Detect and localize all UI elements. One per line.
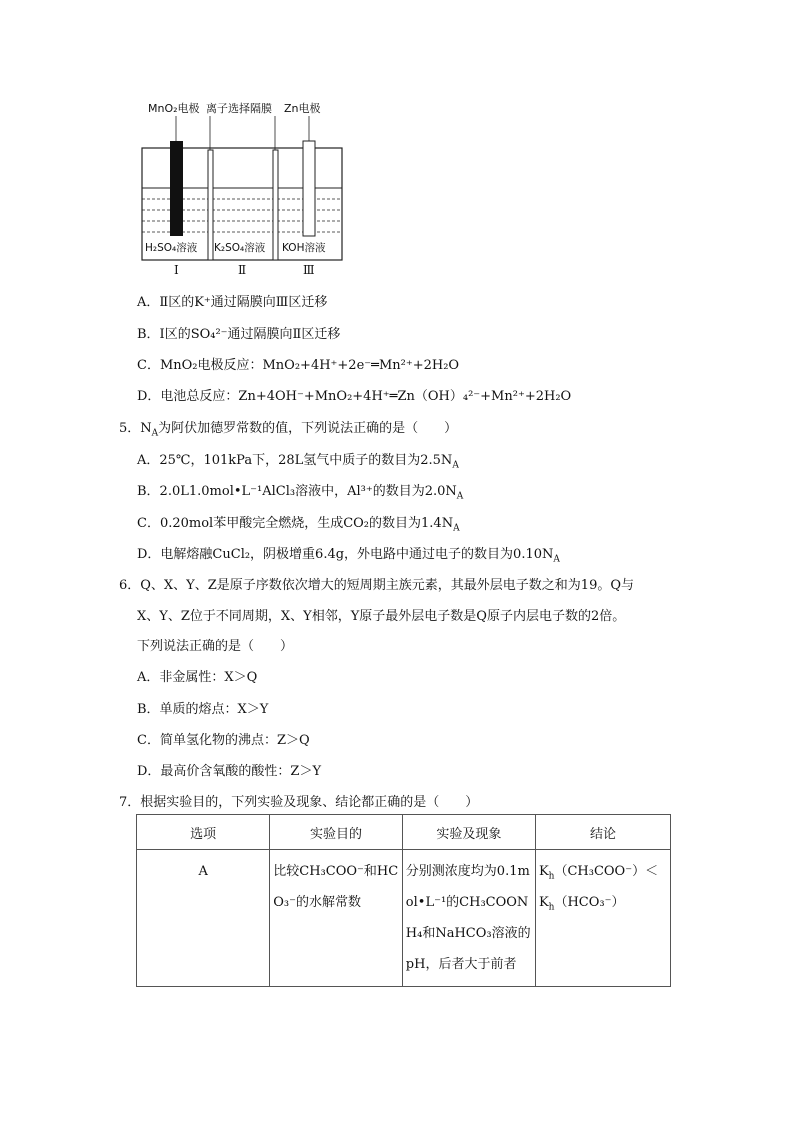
- table-cell-experiment: 分别测浓度均为0.1mol•L⁻¹的CH₃COONH₄和NaHCO₃溶液的pH，后者大于前者: [402, 850, 535, 987]
- table-header-conclusion: 结论: [535, 815, 670, 850]
- q5-option-b: B．2.0L1.0mol•L⁻¹AlCl₃溶液中，Al³⁺的数目为$2.0N_A$: [137, 484, 464, 502]
- q6-option-b: B．单质的熔点：X＞Y: [137, 702, 269, 717]
- q7-stem: 7．根据实验目的，下列实验及现象、结论都正确的是（ ）: [119, 795, 479, 810]
- table-header-row: [137, 815, 671, 850]
- q4-option-c: C．MnO₂电极反应：MnO₂+4H⁺+2e⁻═Mn²⁺+2H₂O: [137, 358, 460, 373]
- q6-stem-line1: 6．Q、X、Y、Z是原子序数依次增大的短周期主族元素，其最外层电子数之和为19。Q与: [119, 578, 634, 593]
- zn-electrode-label: Zn电极: [284, 102, 321, 115]
- cell-diagram-svg: [140, 98, 345, 283]
- table-cell-purpose: 比较CH₃COO⁻和HCO₃⁻的水解常数: [270, 850, 403, 987]
- q6-option-a: A．非金属性：X＞Q: [137, 670, 258, 685]
- q4-option-b: B．Ⅰ区的SO₄²⁻通过隔膜向Ⅱ区迁移: [137, 327, 341, 342]
- membrane-left: [208, 150, 213, 260]
- table-cell-option: A: [137, 850, 270, 987]
- table-row: [137, 850, 671, 987]
- zone-2-label: Ⅱ: [238, 263, 247, 277]
- membrane-label: 离子选择隔膜: [206, 102, 272, 115]
- q5-option-c: C．0.20mol苯甲酸完全燃烧，生成CO₂的数目为$1.4N_A$: [137, 516, 460, 534]
- q5-option-d: D．电解熔融CuCl₂，阴极增重6.4g，外电路中通过电子的数目为$0.10N_A$: [137, 547, 560, 565]
- q5-stem: 5．$N_A$为阿伏加德罗常数的值，下列说法正确的是（ ）: [119, 421, 458, 439]
- membrane-right: [273, 150, 278, 260]
- mno2-electrode-label: MnO₂电极: [148, 102, 200, 115]
- q5-option-a: A．25℃，101kPa下，28L氢气中质子的数目为$2.5N_A$: [137, 453, 459, 471]
- q4-option-d: D．电池总反应：Zn+4OH⁻+MnO₂+4H⁺═Zn（OH）₄²⁻+Mn²⁺+2H₂O: [137, 389, 572, 404]
- table-header-option: 选项: [137, 815, 270, 850]
- table-header-experiment: 实验及现象: [402, 815, 535, 850]
- q6-option-c: C．简单氢化物的沸点：Z＞Q: [137, 733, 310, 748]
- table-header-purpose: 实验目的: [270, 815, 403, 850]
- cell-diagram: [140, 98, 345, 287]
- zone-1-label: Ⅰ: [174, 263, 179, 277]
- mno2-electrode: [170, 141, 183, 236]
- q6-option-d: D．最高价含氧酸的酸性：Z＞Y: [137, 764, 322, 779]
- q7-experiment-table: [136, 814, 671, 987]
- table-cell-conclusion: $K_h(CH_3COO^-)<K_h(HCO_3^-)$: [535, 850, 670, 987]
- q6-stem-line2: X、Y、Z位于不同周期，X、Y相邻，Y原子最外层电子数是Q原子内层电子数的2倍。: [137, 609, 626, 624]
- q6-stem-line3: 下列说法正确的是（ ）: [137, 639, 294, 654]
- zone-3-label: Ⅲ: [303, 263, 315, 277]
- solution-1-label: H₂SO₄溶液: [145, 242, 198, 254]
- solution-3-label: KOH溶液: [282, 242, 326, 254]
- solution-2-label: K₂SO₄溶液: [214, 242, 266, 254]
- q4-option-a: A．Ⅱ区的K⁺通过隔膜向Ⅲ区迁移: [137, 295, 328, 310]
- zn-electrode: [303, 141, 315, 236]
